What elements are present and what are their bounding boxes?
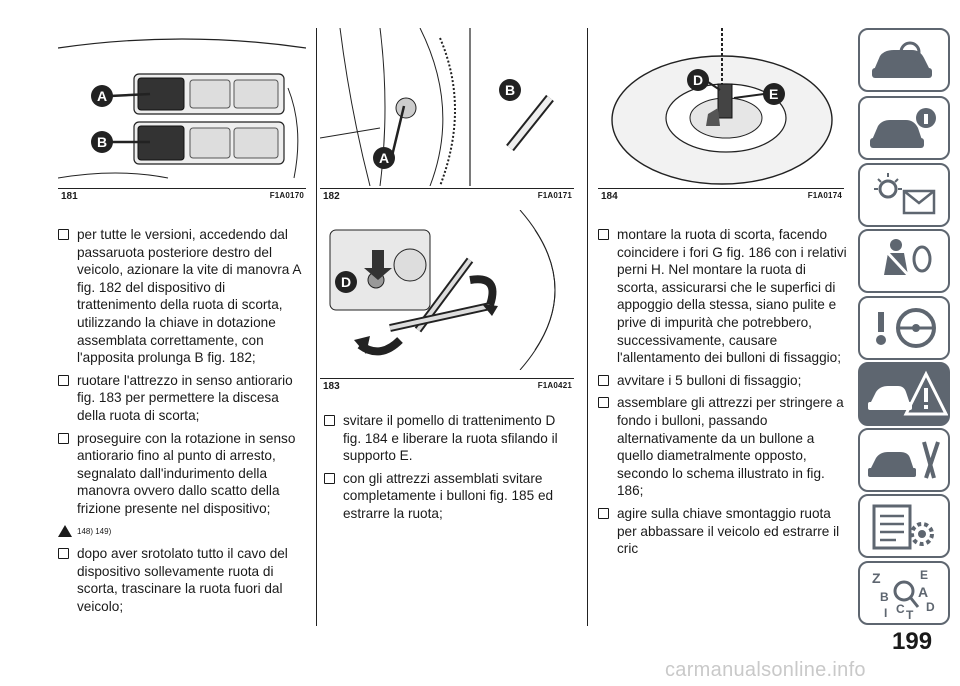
checkbox-bullet-icon [58,375,69,386]
figure-182-image [320,28,574,186]
checkbox-bullet-icon [598,397,609,408]
list-item: per tutte le versioni, accedendo dal passaruota posteriore destro del veicolo, azionare la vite di manovra A fig. 182 del dispositivo di trattenimento della ruota di scorta, utilizzando la chiave in dotazione assemblata correttamente, con l'apposita prolunga B fig. 182; [58,226,306,367]
sidebar-tab-technical-data[interactable] [858,494,950,558]
checkbox-bullet-icon [324,473,335,484]
checkbox-bullet-icon [324,415,335,426]
label-e: E [769,86,779,102]
safety-seatbelt-icon [860,231,948,291]
figure-code: F1A0170 [269,191,304,200]
svg-text:Z: Z [872,570,881,586]
label-d: D [693,72,704,88]
label-a: A [97,88,108,104]
list-item: svitare il pomello di trattenimento D fig. 184 e liberare la ruota sfilando il supporto E. [324,412,576,465]
car-info-icon [860,98,948,158]
checkbox-bullet-icon [58,229,69,240]
sidebar-tab-info[interactable] [858,96,950,160]
label-d: D [341,274,352,290]
list-item: assemblare gli attrezzi per stringere a fondo i bulloni, passando alternativamente da un bullone a quello diametralmente opposto, secondo lo schema illustrato in fig. 186; [598,394,848,500]
figure-181-image [58,28,306,186]
warning-lights-icon [860,165,948,225]
column-2-text [324,412,576,528]
column-1-text [58,226,306,620]
svg-text:A: A [918,584,929,600]
svg-text:I: I [884,606,888,620]
sidebar-tab-index[interactable] [858,561,950,625]
sidebar-tab-maintenance[interactable] [858,428,950,492]
figure-code: F1A0174 [807,191,842,200]
list-item: ruotare l'attrezzo in senso antiorario fig. 183 per permettere la discesa della ruota di scorta; [58,372,306,425]
watermark: carmanualsonline.info [665,659,866,681]
list-item: proseguire con la rotazione in senso antiorario fino al punto di arresto, segnalato dall'indurimento della manovra ovvero dallo scatto della frizione presente nel dispositivo; [58,430,306,518]
figure-184-caption [598,188,844,203]
figure-code: F1A0421 [537,381,572,390]
emergency-icon [860,364,948,424]
svg-text:T: T [906,608,914,622]
figure-number: 182 [323,191,340,202]
checkbox-bullet-icon [598,229,609,240]
list-item: avvitare i 5 bulloni di fissaggio; [598,372,848,390]
column-divider [587,28,588,626]
svg-text:B: B [880,590,889,604]
figure-181-caption [58,188,306,203]
list-item: montare la ruota di scorta, facendo coincidere i fori G fig. 186 con i relativi perni H. Nel montare la ruota di scorta, assicurarsi che le superfici di appoggio della stessa, siano pulite e prive di impurità che potrebbero, successivamente, causare l'allentamento dei bulloni di fissaggio; [598,226,848,367]
figure-184-image [598,28,844,186]
column-divider [316,28,317,626]
label-b: B [505,82,516,98]
checkbox-bullet-icon [598,508,609,519]
figure-number: 184 [601,191,618,202]
figure-183-caption [320,378,574,393]
figure-182-caption [320,188,574,203]
svg-text:D: D [926,600,935,614]
svg-text:C: C [896,602,905,616]
warning-triangle-icon [58,525,72,537]
car-dashboard-icon [860,30,948,90]
figure-183-image [320,210,574,370]
label-b: B [97,134,108,150]
sidebar-tab-dashboard[interactable] [858,28,950,92]
list-item: con gli attrezzi assemblati svitare completamente i bulloni fig. 185 ed estrarre la ruota; [324,470,576,523]
checkbox-bullet-icon [58,433,69,444]
list-item: agire sulla chiave smontaggio ruota per abbassare il veicolo ed estrarre il cric [598,505,848,558]
sidebar-tab-driving[interactable] [858,296,950,360]
page-number: 199 [892,628,933,655]
figure-code: F1A0171 [537,191,572,200]
label-a: A [379,150,390,166]
technical-data-icon [860,496,948,556]
column-3-text [598,226,848,563]
sidebar-tab-warning-lights[interactable] [858,163,950,227]
figure-number: 181 [61,191,78,202]
svg-text:E: E [920,568,929,582]
sidebar-tab-emergency[interactable] [858,362,950,426]
index-icon [860,563,948,623]
driving-steering-icon [860,298,948,358]
checkbox-bullet-icon [598,375,609,386]
warning-note: 148) 149) [58,523,306,541]
list-item: dopo aver srotolato tutto il cavo del dispositivo sollevamente ruota di scorta, trascinare la ruota fuori dal veicolo; [58,545,306,615]
checkbox-bullet-icon [58,548,69,559]
maintenance-icon [860,430,948,490]
figure-number: 183 [323,381,340,392]
sidebar-tab-safety[interactable] [858,229,950,293]
